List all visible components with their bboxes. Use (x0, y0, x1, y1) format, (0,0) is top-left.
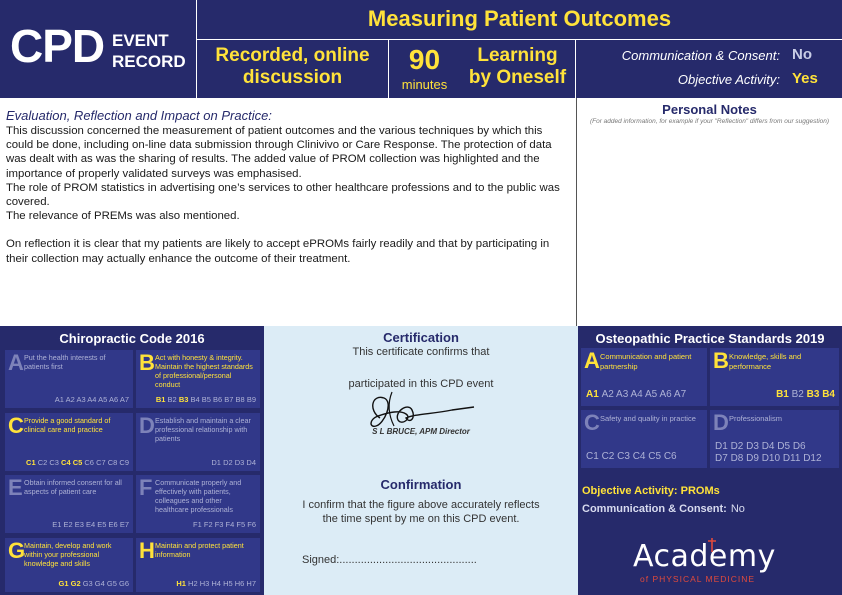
standard-code: E1 (52, 520, 64, 529)
standard-code: H3 (199, 579, 212, 588)
communication-consent-value: No (792, 46, 812, 63)
standard-code: E6 (108, 520, 120, 529)
standard-code: A4 (87, 395, 99, 404)
chiro-standard-d (136, 413, 260, 471)
duration-unit: minutes (401, 77, 448, 92)
standard-code: H1 (176, 579, 189, 588)
standard-code: D10 (761, 453, 783, 464)
standard-code: B5 (201, 395, 214, 404)
standard-code: F6 (247, 520, 256, 529)
standard-letter: B (139, 350, 155, 375)
standard-code: B2 (167, 395, 179, 404)
standard-code: B1 (155, 395, 168, 404)
academy-logo: Academy (633, 539, 776, 574)
certification-title: Certification (383, 330, 459, 345)
standard-code: A4 (630, 389, 645, 400)
standard-letter: F (139, 475, 153, 500)
standard-code: B4 (190, 395, 202, 404)
standard-code: C6 (84, 458, 97, 467)
standard-code: G2 (70, 579, 83, 588)
cpd-logo (0, 0, 197, 98)
standard-letter: G (8, 538, 26, 563)
objective-activity-value: Yes (792, 70, 818, 87)
standard-code: B9 (246, 395, 256, 404)
standard-code: G6 (118, 579, 129, 588)
standard-codes (156, 395, 256, 404)
event-title: Measuring Patient Outcomes (367, 6, 672, 31)
standard-description: Communication and patient partnership (600, 352, 692, 371)
standard-description: Communicate properly and effectively with patients, colleagues and other healthcare professionals (155, 478, 242, 514)
standard-code: D1 (211, 458, 224, 467)
standard-code: D1 (715, 441, 731, 452)
standard-letter: E (8, 475, 23, 500)
academy-logo-subtitle: of PHYSICAL MEDICINE (640, 574, 756, 584)
standard-code: D8 (730, 453, 747, 464)
standard-codes (55, 395, 129, 404)
confirmation-text-2: the time spent by me on this CPD event. (322, 513, 520, 525)
standard-code: H5 (223, 579, 235, 588)
standard-code: A7 (119, 395, 129, 404)
standard-code: B2 (791, 389, 807, 400)
standard-code: C5 (648, 451, 664, 462)
standard-code: A5 (98, 395, 109, 404)
chiropractic-code-title: Chiropractic Code 2016 (59, 331, 205, 346)
standard-code: D3 (746, 441, 762, 452)
standard-code: C9 (119, 458, 129, 467)
standard-codes (715, 453, 822, 464)
format-line-2: discussion (242, 67, 343, 88)
standard-code: H6 (234, 579, 247, 588)
activity-attributes (576, 40, 842, 98)
standard-code: C2 (601, 451, 618, 462)
standard-description: Obtain informed consent for all aspects of patient care (24, 478, 122, 496)
objective-activity-label: Objective Activity: (677, 72, 780, 87)
standard-code: C3 (49, 458, 62, 467)
standard-letter: C (584, 410, 600, 435)
chiro-standard-h (136, 538, 260, 592)
standard-code: H7 (246, 579, 256, 588)
standard-code: H2 (188, 579, 200, 588)
standard-code: B6 (213, 395, 225, 404)
standard-description: Knowledge, skills and performance (729, 352, 802, 371)
duration-value: 90 (408, 44, 441, 75)
evaluation-paragraph: This discussion concerned the measurement of patient outcomes and the various techniques by which this could be done, including on-line data submission through Clinivivo or Care Response. The protection of data was dealt with as was the sharing of results. The added value of PROM collection was highlighted and the importance of properly validated surveys was emphasised. (6, 125, 552, 180)
standard-code: C5 (72, 458, 85, 467)
standard-code: C3 (617, 451, 633, 462)
standard-code: G5 (106, 579, 119, 588)
standard-description: Maintain and protect patient information (155, 541, 244, 559)
communication-consent-row (576, 48, 842, 66)
learning-method (460, 40, 576, 98)
chiro-standard-g (5, 538, 133, 592)
standard-code: F2 (203, 520, 215, 529)
confirmation-text-1: I confirm that the figure above accurately reflects (302, 499, 540, 511)
osteo-standard-d (710, 410, 839, 468)
objective-activity-note: Objective Activity: PROMs (582, 485, 720, 497)
standard-code: B3 (806, 389, 823, 400)
logo-record: RECORD (112, 52, 186, 71)
evaluation-paragraph: The role of PROM statistics in advertising one’s services to other healthcare professions and to the public was covered. (6, 181, 560, 209)
standard-code: D11 (782, 453, 804, 464)
standard-description: Maintain, develop and work within your professional knowledge and skills (24, 541, 112, 568)
signature-line[interactable]: Signed:............................................. (302, 554, 477, 566)
method-line-1: Learning (477, 45, 558, 66)
certification-text: This certificate confirms that (352, 346, 490, 358)
standard-code: A3 (76, 395, 88, 404)
osteo-standard-b (710, 348, 839, 406)
standard-code: F5 (236, 520, 248, 529)
logo-event: EVENT (112, 31, 169, 50)
communication-consent-note-value: No (730, 503, 745, 515)
communication-consent-label: Communication & Consent: (621, 48, 780, 63)
standard-codes (715, 441, 806, 452)
format-line-1: Recorded, online (215, 45, 370, 66)
standard-code: D6 (792, 441, 806, 452)
standard-codes (193, 520, 256, 529)
standard-letter: H (139, 538, 155, 563)
standard-code: D12 (803, 453, 822, 464)
standard-code: B4 (822, 389, 835, 400)
standard-code: F4 (225, 520, 237, 529)
event-format (197, 40, 389, 98)
osteopathic-standards-panel (578, 326, 842, 595)
standard-code: C1 (26, 458, 38, 467)
standard-letter: C (8, 413, 24, 438)
objective-activity-row (576, 72, 842, 90)
personal-notes-hint: (For added information, for example if your "Reflection" differs from our suggestion) (589, 118, 830, 125)
standard-code: H4 (211, 579, 224, 588)
evaluation-paragraph: On reflection it is clear that my patients are likely to accept ePROMs fairly readily and that by participating in their collection may actually enhance the outcome of their treatment. (6, 238, 550, 265)
standard-code: D3 (234, 458, 247, 467)
standard-code: D2 (223, 458, 235, 467)
standard-description: Provide a good standard of clinical care and practice (24, 416, 111, 434)
standard-code: G1 (58, 579, 71, 588)
standard-codes (211, 458, 256, 467)
chiro-standard-a (5, 350, 133, 408)
osteo-standard-a (581, 348, 707, 406)
standard-code: F1 (193, 520, 204, 529)
standard-code: E4 (86, 520, 98, 529)
standard-code: G4 (94, 579, 107, 588)
standard-code: D4 (246, 458, 256, 467)
standard-codes (26, 458, 129, 467)
chiro-standard-f (136, 475, 260, 533)
standard-code: C4 (61, 458, 73, 467)
standard-code: E7 (119, 520, 129, 529)
chiropractic-code-panel (0, 326, 264, 595)
standard-code: A6 (659, 389, 674, 400)
standard-code: C4 (632, 451, 649, 462)
standard-codes (776, 389, 835, 400)
chiro-standard-e (5, 475, 133, 533)
standard-code: B7 (224, 395, 236, 404)
title-bar (197, 0, 842, 40)
standard-description: Professionalism (729, 414, 782, 423)
communication-consent-note (582, 503, 745, 515)
standard-code: A5 (644, 389, 660, 400)
standard-codes (586, 451, 677, 462)
standard-code: C7 (96, 458, 108, 467)
certification-panel (264, 326, 578, 595)
standard-code: E2 (63, 520, 75, 529)
standard-code: A6 (108, 395, 120, 404)
personal-notes-title: Personal Notes (662, 102, 757, 117)
standard-code: A1 (586, 389, 602, 400)
standard-description: Act with honesty & integrity. Maintain the highest standards of professional/personal conduct (155, 353, 253, 389)
standard-code: G3 (82, 579, 95, 588)
standard-code: D2 (730, 441, 747, 452)
confirmation-title: Confirmation (380, 477, 462, 492)
standard-code: E3 (74, 520, 87, 529)
standard-code: C6 (663, 451, 677, 462)
communication-consent-note-label: Communication & Consent: (582, 503, 727, 515)
standard-codes (586, 389, 686, 400)
standard-code: A1 (54, 395, 66, 404)
standard-code: D9 (746, 453, 762, 464)
standard-code: B1 (776, 389, 792, 400)
osteo-standard-c (581, 410, 707, 468)
standard-code: B8 (235, 395, 247, 404)
method-line-2: by Oneself (468, 67, 567, 88)
standard-description: Establish and maintain a clear professional relationship with patients (155, 416, 251, 443)
signature-caption: S L BRUCE, APM Director (372, 427, 470, 436)
osteopathic-standards-title: Osteopathic Practice Standards 2019 (595, 331, 825, 346)
standard-code: C2 (37, 458, 50, 467)
standard-description: Put the health interests of patients first (24, 353, 106, 371)
standard-code: C8 (107, 458, 120, 467)
logo-event-record (112, 30, 186, 72)
standard-codes (52, 520, 129, 529)
standard-codes (176, 579, 256, 588)
standard-code: A7 (673, 389, 687, 400)
standard-letter: D (713, 410, 729, 435)
event-duration (389, 40, 460, 98)
standard-description: Safety and quality in practice (600, 414, 696, 423)
evaluation-paragraph: The relevance of PREMs was also mentioned. (6, 210, 240, 223)
standard-code: D4 (761, 441, 778, 452)
standard-code: E5 (97, 520, 109, 529)
certification-participated-text: participated in this CPD event (348, 378, 494, 390)
standard-letter: A (8, 350, 24, 375)
standard-code: C1 (586, 451, 602, 462)
chiro-standard-b (136, 350, 260, 408)
standard-code: B3 (178, 395, 191, 404)
standard-code: F3 (214, 520, 226, 529)
standard-letter: A (584, 348, 600, 373)
academy-logo-mark (706, 537, 718, 553)
standard-code: A3 (616, 389, 631, 400)
personal-notes[interactable] (577, 98, 842, 326)
standard-codes (59, 579, 129, 588)
standard-code: D7 (715, 453, 731, 464)
standard-letter: B (713, 348, 729, 373)
chiro-standard-c (5, 413, 133, 471)
standard-code: A2 (65, 395, 77, 404)
standard-code: A2 (601, 389, 617, 400)
standard-letter: D (139, 413, 155, 438)
logo-cpd: CPD (10, 20, 105, 72)
evaluation-section (0, 98, 577, 326)
evaluation-heading: Evaluation, Reflection and Impact on Practice: (6, 108, 272, 123)
standard-code: D5 (777, 441, 793, 452)
